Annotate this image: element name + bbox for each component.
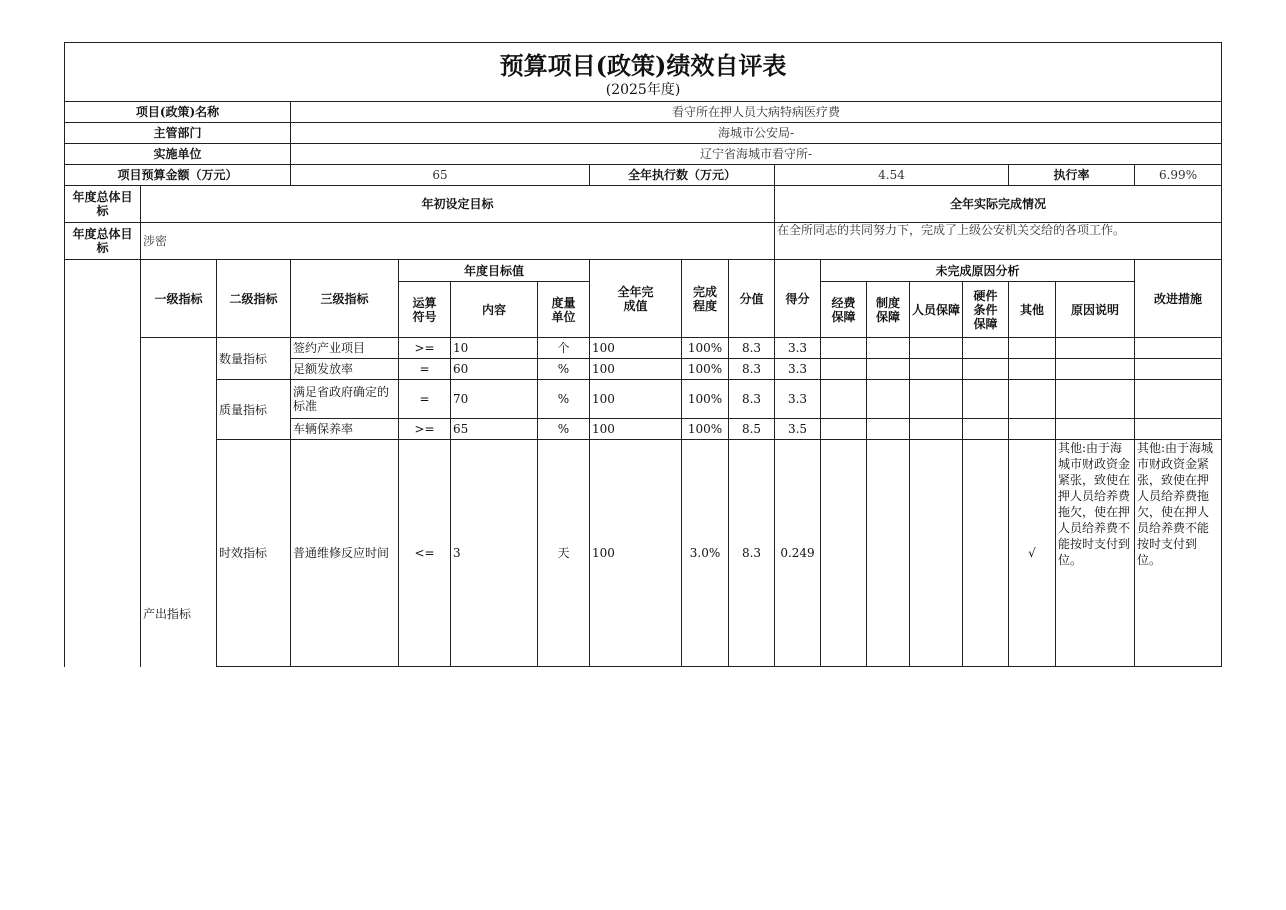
operator-cell: >=: [399, 338, 451, 359]
empty-cell: [1135, 338, 1222, 359]
project-name-value: 看守所在押人员大病特病医疗费: [291, 102, 1222, 123]
header-funding: 经费保障: [821, 282, 867, 338]
actual-cell: 100: [590, 359, 682, 380]
level3-cell: 车辆保养率: [291, 419, 399, 440]
empty-cell: [963, 359, 1009, 380]
title-cell: [65, 43, 1222, 102]
content-cell: 65: [451, 419, 538, 440]
empty-cell: [910, 380, 963, 419]
header-unfinished: 未完成原因分析: [821, 260, 1135, 282]
improve-cell: 其他:由于海城市财政资金紧张，致使在押人员给养费拖欠，使在押人员给养费不能按时支付到位。: [1135, 440, 1222, 667]
header-reason: 原因说明: [1056, 282, 1135, 338]
empty-cell: [1009, 359, 1056, 380]
content-cell: 10: [451, 338, 538, 359]
unit-cell: 天: [538, 440, 590, 667]
blank-left-cell: [65, 260, 141, 667]
empty-cell: [821, 440, 867, 667]
completion-cell: 100%: [682, 380, 729, 419]
unit-cell: %: [538, 380, 590, 419]
operator-cell: <=: [399, 440, 451, 667]
empty-cell: [1009, 419, 1056, 440]
level2-cell: 时效指标: [217, 440, 291, 667]
completion-cell: 3.0%: [682, 440, 729, 667]
budget-label: 项目预算金额（万元）: [65, 165, 291, 186]
empty-cell: [1056, 359, 1135, 380]
header-unit: 度量单位: [538, 282, 590, 338]
level3-cell: 普通维修反应时间: [291, 440, 399, 667]
empty-cell: [821, 338, 867, 359]
header-level1: 一级指标: [141, 260, 217, 338]
header-score-value: 分值: [729, 260, 775, 338]
header-annual-target: 年度目标值: [399, 260, 590, 282]
unit-value: 辽宁省海城市看守所-: [291, 144, 1222, 165]
empty-cell: [963, 338, 1009, 359]
empty-cell: [821, 419, 867, 440]
empty-cell: [867, 440, 910, 667]
empty-cell: [1056, 419, 1135, 440]
actual-cell: 100: [590, 338, 682, 359]
empty-cell: [1135, 359, 1222, 380]
empty-cell: [1056, 380, 1135, 419]
header-operator: 运算符号: [399, 282, 451, 338]
budget-value: 65: [291, 165, 590, 186]
header-actual-value: 全年完成值: [590, 260, 682, 338]
score-cell: 3.5: [775, 419, 821, 440]
actual-goal-value: 在全所同志的共同努力下，完成了上级公安机关交给的各项工作。: [775, 223, 1222, 260]
header-content: 内容: [451, 282, 538, 338]
executed-label: 全年执行数（万元）: [590, 165, 775, 186]
completion-cell: 100%: [682, 359, 729, 380]
empty-cell: [867, 338, 910, 359]
empty-cell: [867, 380, 910, 419]
operator-cell: =: [399, 380, 451, 419]
page-subtitle: (2025年度): [605, 82, 681, 98]
unit-cell: %: [538, 419, 590, 440]
actual-goal-header: 全年实际完成情况: [775, 186, 1222, 223]
evaluation-sheet: [64, 42, 1221, 667]
evaluation-table: [64, 42, 1222, 667]
goals-label-2: 年度总体目标: [65, 223, 141, 260]
value-cell: 8.3: [729, 359, 775, 380]
completion-cell: 100%: [682, 419, 729, 440]
value-cell: 8.3: [729, 380, 775, 419]
score-cell: 3.3: [775, 359, 821, 380]
unit-cell: %: [538, 359, 590, 380]
rate-label: 执行率: [1009, 165, 1135, 186]
executed-value: 4.54: [775, 165, 1009, 186]
empty-cell: [1009, 380, 1056, 419]
score-cell: 0.249: [775, 440, 821, 667]
empty-cell: [910, 338, 963, 359]
empty-cell: [867, 359, 910, 380]
header-hardware: 硬件条件保障: [963, 282, 1009, 338]
empty-cell: [963, 440, 1009, 667]
empty-cell: [867, 419, 910, 440]
header-score: 得分: [775, 260, 821, 338]
score-cell: 3.3: [775, 380, 821, 419]
completion-cell: 100%: [682, 338, 729, 359]
other-check-mark: √: [1009, 440, 1056, 667]
unit-label: 实施单位: [65, 144, 291, 165]
header-level3: 三级指标: [291, 260, 399, 338]
goals-label: 年度总体目标: [65, 186, 141, 223]
header-other: 其他: [1009, 282, 1056, 338]
initial-goal-value: 涉密: [141, 223, 775, 260]
initial-goal-header: 年初设定目标: [141, 186, 775, 223]
empty-cell: [1135, 419, 1222, 440]
page-title: 预算项目(政策)绩效自评表: [499, 51, 787, 80]
actual-cell: 100: [590, 380, 682, 419]
table-row: [65, 338, 1222, 359]
empty-cell: [910, 419, 963, 440]
level3-cell: 签约产业项目: [291, 338, 399, 359]
empty-cell: [910, 440, 963, 667]
unit-cell: 个: [538, 338, 590, 359]
empty-cell: [1135, 380, 1222, 419]
header-level2: 二级指标: [217, 260, 291, 338]
operator-cell: >=: [399, 419, 451, 440]
empty-cell: [963, 380, 1009, 419]
reason-cell: 其他:由于海城市财政资金紧张，致使在押人员给养费拖欠，使在押人员给养费不能按时支付到位。: [1056, 440, 1135, 667]
header-completion: 完成程度: [682, 260, 729, 338]
empty-cell: [821, 359, 867, 380]
score-cell: 3.3: [775, 338, 821, 359]
level3-cell: 满足省政府确定的标准: [291, 380, 399, 419]
actual-cell: 100: [590, 419, 682, 440]
empty-cell: [1009, 338, 1056, 359]
content-cell: 70: [451, 380, 538, 419]
header-personnel: 人员保障: [910, 282, 963, 338]
empty-cell: [963, 419, 1009, 440]
value-cell: 8.3: [729, 338, 775, 359]
empty-cell: [821, 380, 867, 419]
value-cell: 8.3: [729, 440, 775, 667]
actual-cell: 100: [590, 440, 682, 667]
dept-label: 主管部门: [65, 123, 291, 144]
level1-output: 产出指标: [141, 338, 217, 667]
content-cell: 60: [451, 359, 538, 380]
table-row: [65, 440, 1222, 667]
empty-cell: [1056, 338, 1135, 359]
project-name-label: 项目(政策)名称: [65, 102, 291, 123]
empty-cell: [910, 359, 963, 380]
value-cell: 8.5: [729, 419, 775, 440]
content-cell: 3: [451, 440, 538, 667]
level2-cell: 数量指标: [217, 338, 291, 380]
rate-value: 6.99%: [1135, 165, 1222, 186]
level3-cell: 足额发放率: [291, 359, 399, 380]
dept-value: 海城市公安局-: [291, 123, 1222, 144]
table-row: [65, 380, 1222, 419]
operator-cell: =: [399, 359, 451, 380]
level2-cell: 质量指标: [217, 380, 291, 440]
header-system: 制度保障: [867, 282, 910, 338]
header-improve: 改进措施: [1135, 260, 1222, 338]
